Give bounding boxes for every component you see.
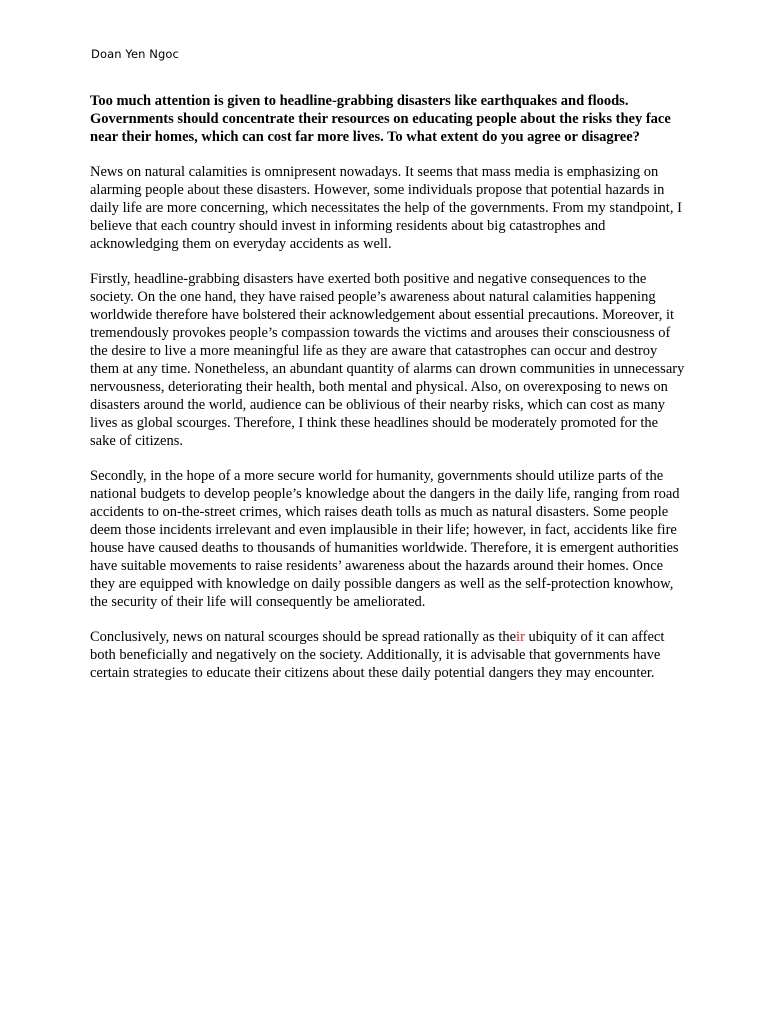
author-name: Doan Yen Ngoc	[91, 47, 179, 61]
paragraph-body-1: Firstly, headline-grabbing disasters have exerted both positive and negative consequences to the society. On the one hand, they have raised people’s awareness about natural calamities happening worldwide therefore have bolstered their acknowledgement about essential precautions. Moreover, it tremendously provokes people’s compassion towards the victims and arouses their consciousness of the desire to live a more meaningful life as they are aware that catastrophes can occur and destroy them at any time. Nonetheless, an abundant quantity of alarms can drown communities in unnecessary nervousness, deteriorating their health, both mental and physical. Also, on overexposing to news on disasters around the world, audience can be oblivious of their nearby risks, which can cost as many lives as global scourges. Therefore, I think these headlines should be moderately promoted for the sake of citizens.	[90, 271, 685, 449]
conclusion-text-end: ubiquity of it can affect both beneficially and negatively on the society. Additionally, it is advisable that governments have certain strategies to educate their citizens about these daily potential dangers they may encounter.	[90, 629, 665, 681]
essay-prompt: Too much attention is given to headline-grabbing disasters like earthquakes and floods. Governments should concentrate their resources on educating people about the risks they face near their homes, which can cost far more lives. To what extent do you agree or disagree?	[90, 93, 671, 145]
paragraph-body-2: Secondly, in the hope of a more secure world for humanity, governments should utilize parts of the national budgets to develop people’s knowledge about the dangers in the daily life, ranging from road accidents to on-the-street crimes, which raises death tolls as much as natural disasters. Some people deem those incidents irrelevant and even implausible in their life; however, in fact, accidents like fire house have caused deaths to thousands of humanities worldwide. Therefore, it is emergent authorities have suitable movements to raise residents’ awareness about the hazards around their homes. Once they are equipped with knowledge on daily possible dangers as well as the self-protection knowhow, the security of their life will consequently be ameliorated.	[90, 468, 680, 610]
flagged-text: ir	[516, 629, 525, 645]
essay-body	[90, 92, 686, 699]
paragraph-conclusion	[90, 628, 686, 682]
paragraph-introduction: News on natural calamities is omnipresent nowadays. It seems that mass media is emphasizing on alarming people about these disasters. However, some individuals propose that potential hazards in daily life are more concerning, which necessitates the help of the governments. From my standpoint, I believe that each country should invest in informing residents about big catastrophes and acknowledging them on everyday accidents as well.	[90, 164, 682, 252]
conclusion-text-start: Conclusively, news on natural scourges should be spread rationally as the	[90, 629, 517, 645]
